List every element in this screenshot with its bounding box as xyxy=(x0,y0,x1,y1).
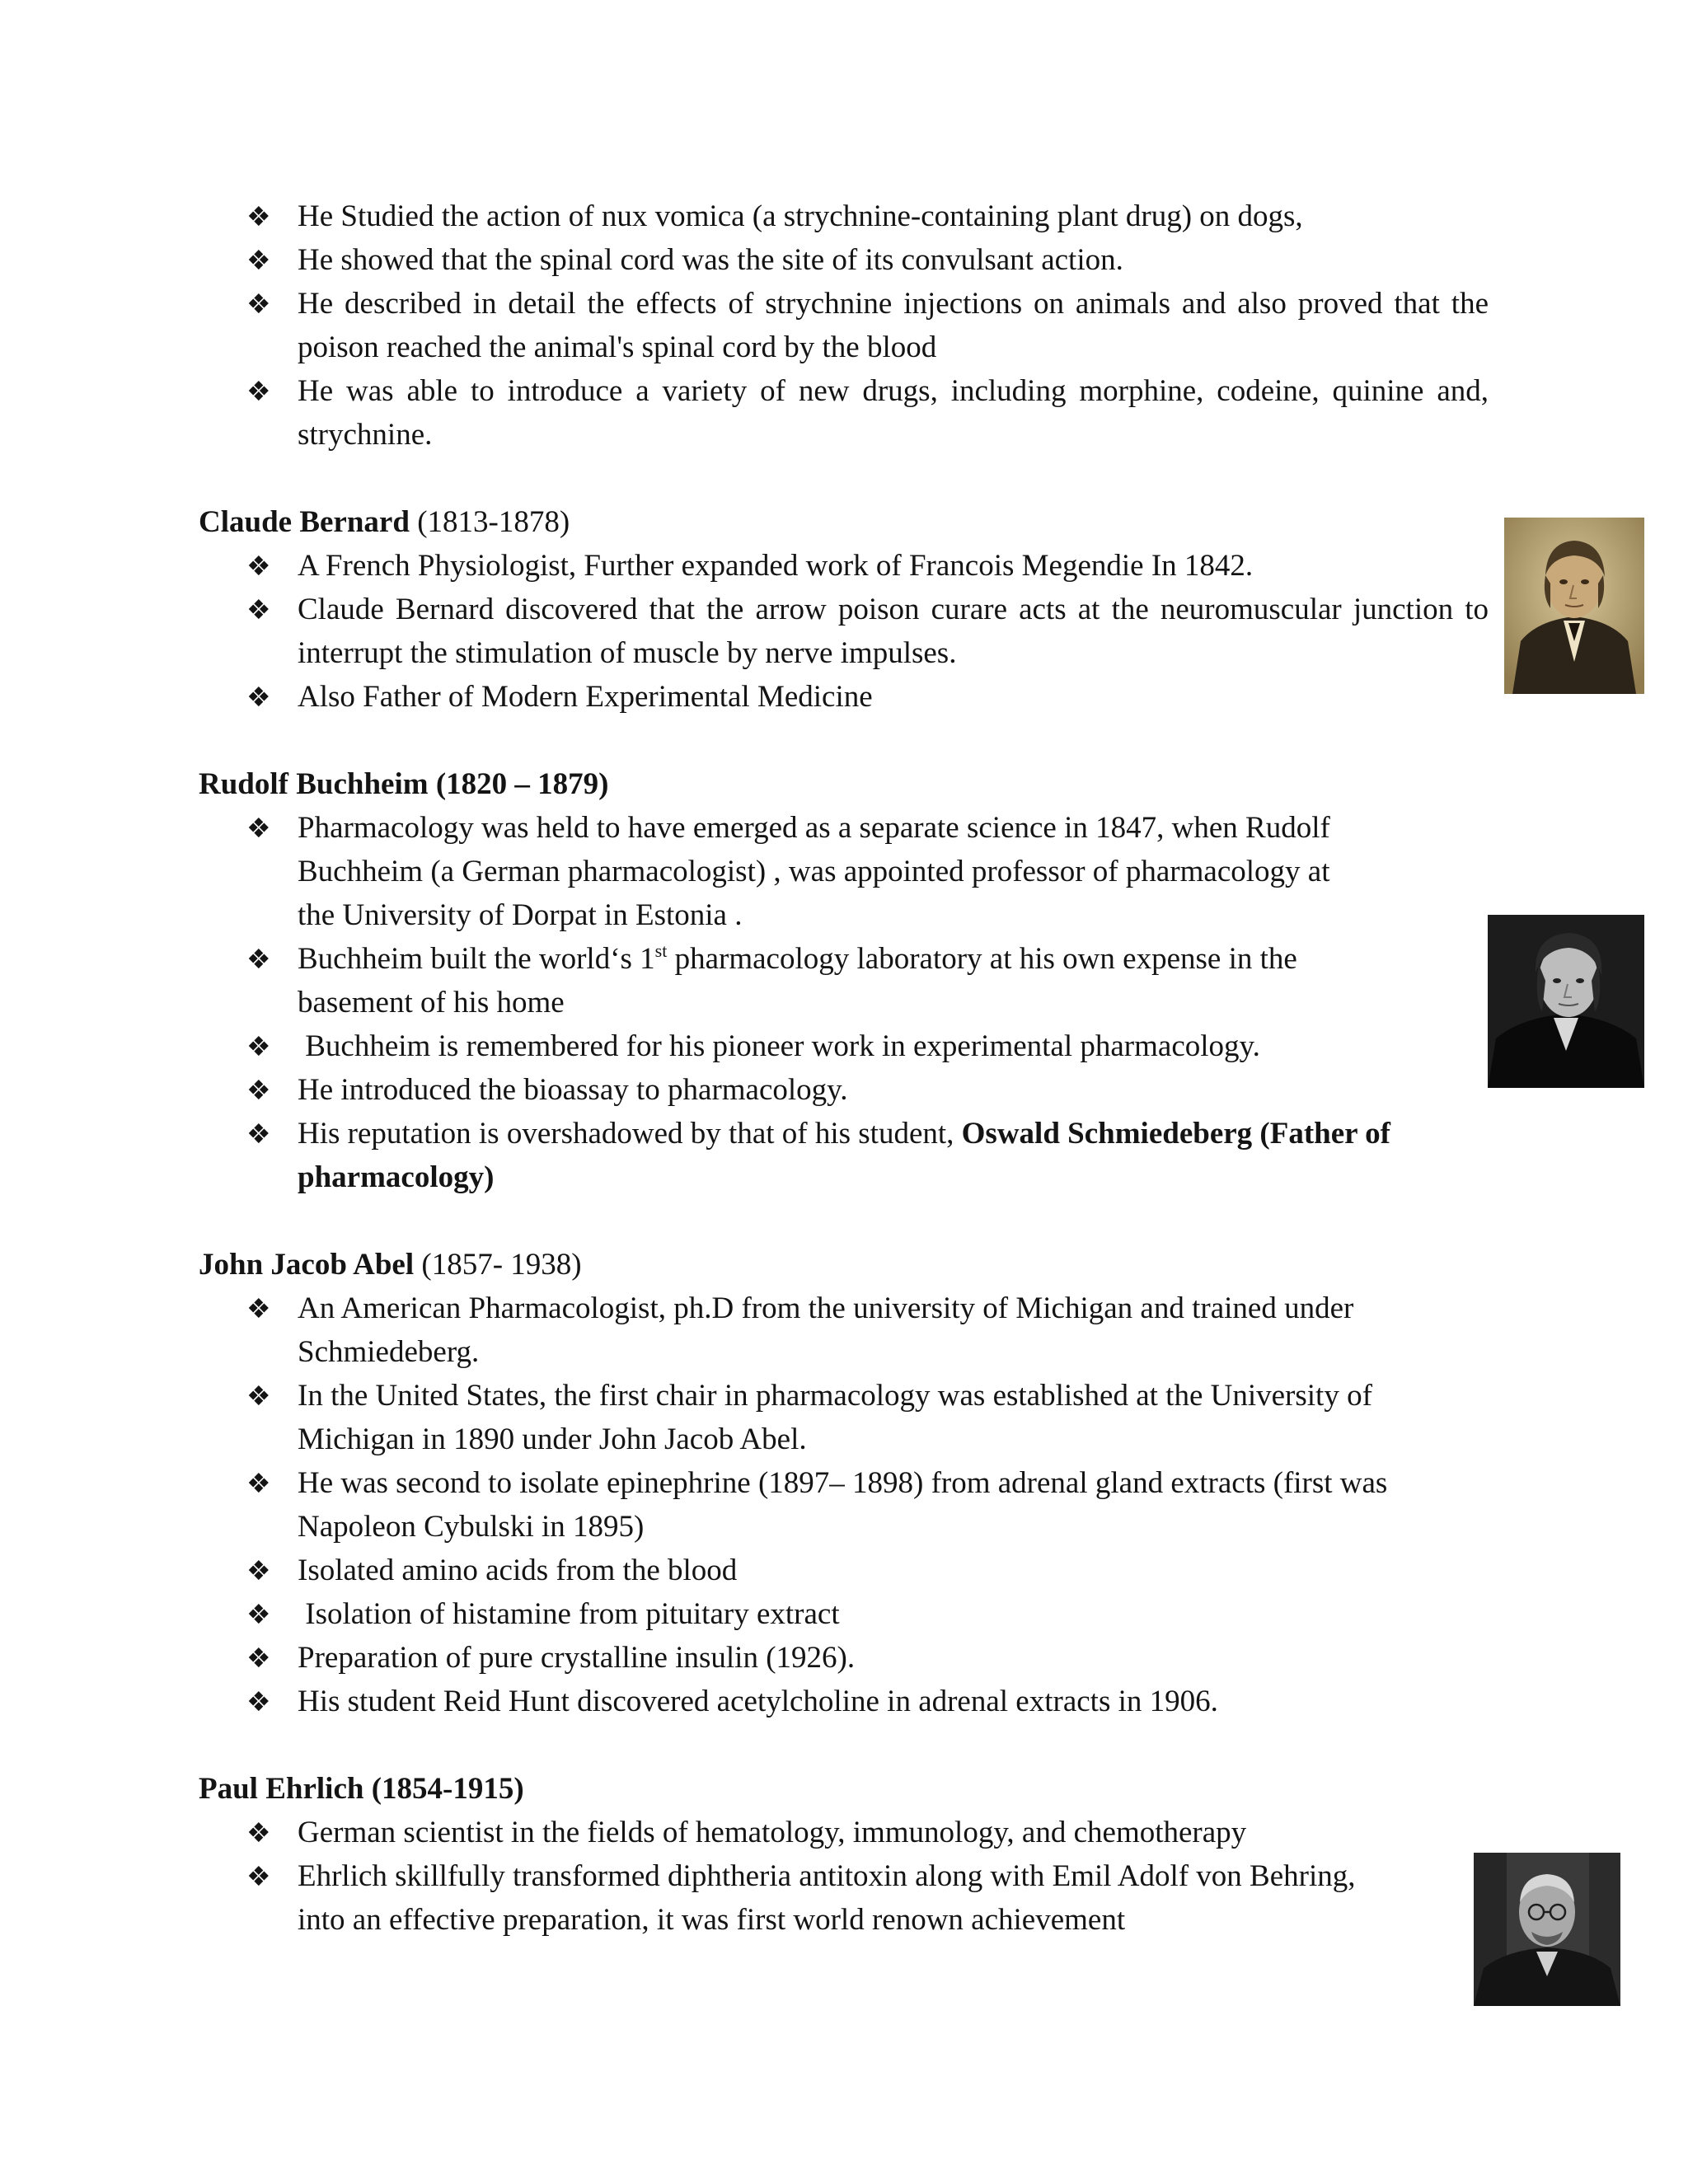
list-item: ❖ His student Reid Hunt discovered acetylcholine in adrenal extracts in 1906. xyxy=(199,1680,1489,1723)
bullet-diamond-icon: ❖ xyxy=(246,1380,271,1412)
bullet-diamond-icon: ❖ xyxy=(246,681,271,713)
list-item: ❖ An American Pharmacologist, ph.D from the university of Michigan and trained under Schmiedeberg. xyxy=(199,1286,1489,1374)
abel-bullet-list xyxy=(199,1286,1489,1723)
bullet-diamond-icon: ❖ xyxy=(246,288,271,320)
list-item: ❖ He was able to introduce a variety of new drugs, including morphine, codeine, quinine and, strychnine. xyxy=(199,369,1489,457)
list-item: ❖ In the United States, the first chair in pharmacology was established at the University of Michigan in 1890 under John Jacob Abel. xyxy=(199,1374,1489,1461)
list-item: ❖ He was second to isolate epinephrine (1897– 1898) from adrenal gland extracts (first was Napoleon Cybulski in 1895) xyxy=(199,1461,1489,1549)
bullet-diamond-icon: ❖ xyxy=(246,200,271,232)
list-item: ❖ He described in detail the effects of strychnine injections on animals and also proved that the poison reached the animal's spinal cord by the blood xyxy=(199,282,1489,369)
abel-years: (1857- 1938) xyxy=(414,1248,582,1282)
bullet-diamond-icon: ❖ xyxy=(246,1554,271,1586)
list-item: ❖ Pharmacology was held to have emerged as a separate science in 1847, when Rudolf Buchheim (a German pharmacologist) , was appointed professor of pharmacology at the University of Dorpat in Estonia . xyxy=(199,806,1373,937)
list-item: ❖ Isolated amino acids from the blood xyxy=(199,1549,1489,1592)
bullet-diamond-icon: ❖ xyxy=(246,1816,271,1849)
section-heading-abel xyxy=(199,1243,1489,1286)
bullet-diamond-icon: ❖ xyxy=(246,1030,271,1062)
bullet-diamond-icon: ❖ xyxy=(246,1118,271,1150)
abel-name: John Jacob Abel xyxy=(199,1248,415,1282)
bullet-diamond-icon: ❖ xyxy=(246,1467,271,1499)
portrait-image xyxy=(1488,915,1644,1088)
buchheim-bullet-list-cont xyxy=(199,1112,1489,1199)
list-item: ❖ He Studied the action of nux vomica (a strychnine-containing plant drug) on dogs, xyxy=(199,194,1489,238)
list-item: ❖ His reputation is overshadowed by that of his student, Oswald Schmiedeberg (Father of pharmacology) xyxy=(199,1112,1489,1199)
portrait-image xyxy=(1504,518,1644,694)
bullet-diamond-icon: ❖ xyxy=(246,943,271,975)
bullet-diamond-icon: ❖ xyxy=(246,1292,271,1324)
bernard-name: Claude Bernard xyxy=(199,505,410,539)
ehrlich-bullet-list xyxy=(199,1811,1489,1942)
bullet-diamond-icon: ❖ xyxy=(246,1685,271,1718)
claude-bernard-portrait xyxy=(1504,518,1644,694)
list-item: ❖ Buchheim is remembered for his pioneer work in experimental pharmacology. xyxy=(199,1024,1373,1068)
list-item: ❖ Buchheim built the world‘s 1st pharmacology laboratory at his own expense in the basement of his home xyxy=(199,937,1373,1024)
intro-bullet-list xyxy=(199,194,1489,457)
bullet-diamond-icon: ❖ xyxy=(246,1642,271,1674)
bullet-diamond-icon: ❖ xyxy=(246,550,271,582)
list-item: ❖ German scientist in the fields of hematology, immunology, and chemotherapy xyxy=(199,1811,1398,1854)
list-item: ❖ Preparation of pure crystalline insulin (1926). xyxy=(199,1636,1489,1680)
list-item: ❖ Ehrlich skillfully transformed diphtheria antitoxin along with Emil Adolf von Behring, into an effective preparation, it was first world renown achievement xyxy=(199,1854,1398,1942)
bullet-diamond-icon: ❖ xyxy=(246,593,271,626)
list-item: ❖ Isolation of histamine from pituitary extract xyxy=(199,1592,1489,1636)
section-heading-bernard xyxy=(199,500,1489,544)
list-item: ❖ Also Father of Modern Experimental Medicine xyxy=(199,675,1489,719)
bullet-diamond-icon: ❖ xyxy=(246,812,271,844)
buchheim-bullet-list xyxy=(199,806,1489,1112)
bernard-bullet-list xyxy=(199,544,1489,719)
bullet-diamond-icon: ❖ xyxy=(246,1598,271,1630)
list-item: ❖ He introduced the bioassay to pharmacology. xyxy=(199,1068,1373,1112)
list-item: ❖ A French Physiologist, Further expanded work of Francois Megendie In 1842. xyxy=(199,544,1489,588)
main-text-column xyxy=(199,194,1489,1942)
section-heading-buchheim: Rudolf Buchheim (1820 – 1879) xyxy=(199,767,609,801)
bullet-diamond-icon: ❖ xyxy=(246,375,271,407)
list-item: ❖ Claude Bernard discovered that the arrow poison curare acts at the neuromuscular junction to interrupt the stimulation of muscle by nerve impulses. xyxy=(199,588,1489,675)
list-item: ❖ He showed that the spinal cord was the site of its convulsant action. xyxy=(199,238,1489,282)
bullet-diamond-icon: ❖ xyxy=(246,244,271,276)
bullet-diamond-icon: ❖ xyxy=(246,1074,271,1106)
portrait-image xyxy=(1474,1853,1620,2006)
rudolf-buchheim-portrait xyxy=(1488,915,1644,1088)
paul-ehrlich-portrait xyxy=(1474,1853,1620,2006)
bullet-diamond-icon: ❖ xyxy=(246,1860,271,1892)
schmiedeberg-emphasis: Oswald Schmiedeberg (Father of pharmacology) xyxy=(298,1117,1391,1194)
section-heading-ehrlich: Paul Ehrlich (1854-1915) xyxy=(199,1772,524,1806)
bernard-years: (1813-1878) xyxy=(409,505,570,539)
